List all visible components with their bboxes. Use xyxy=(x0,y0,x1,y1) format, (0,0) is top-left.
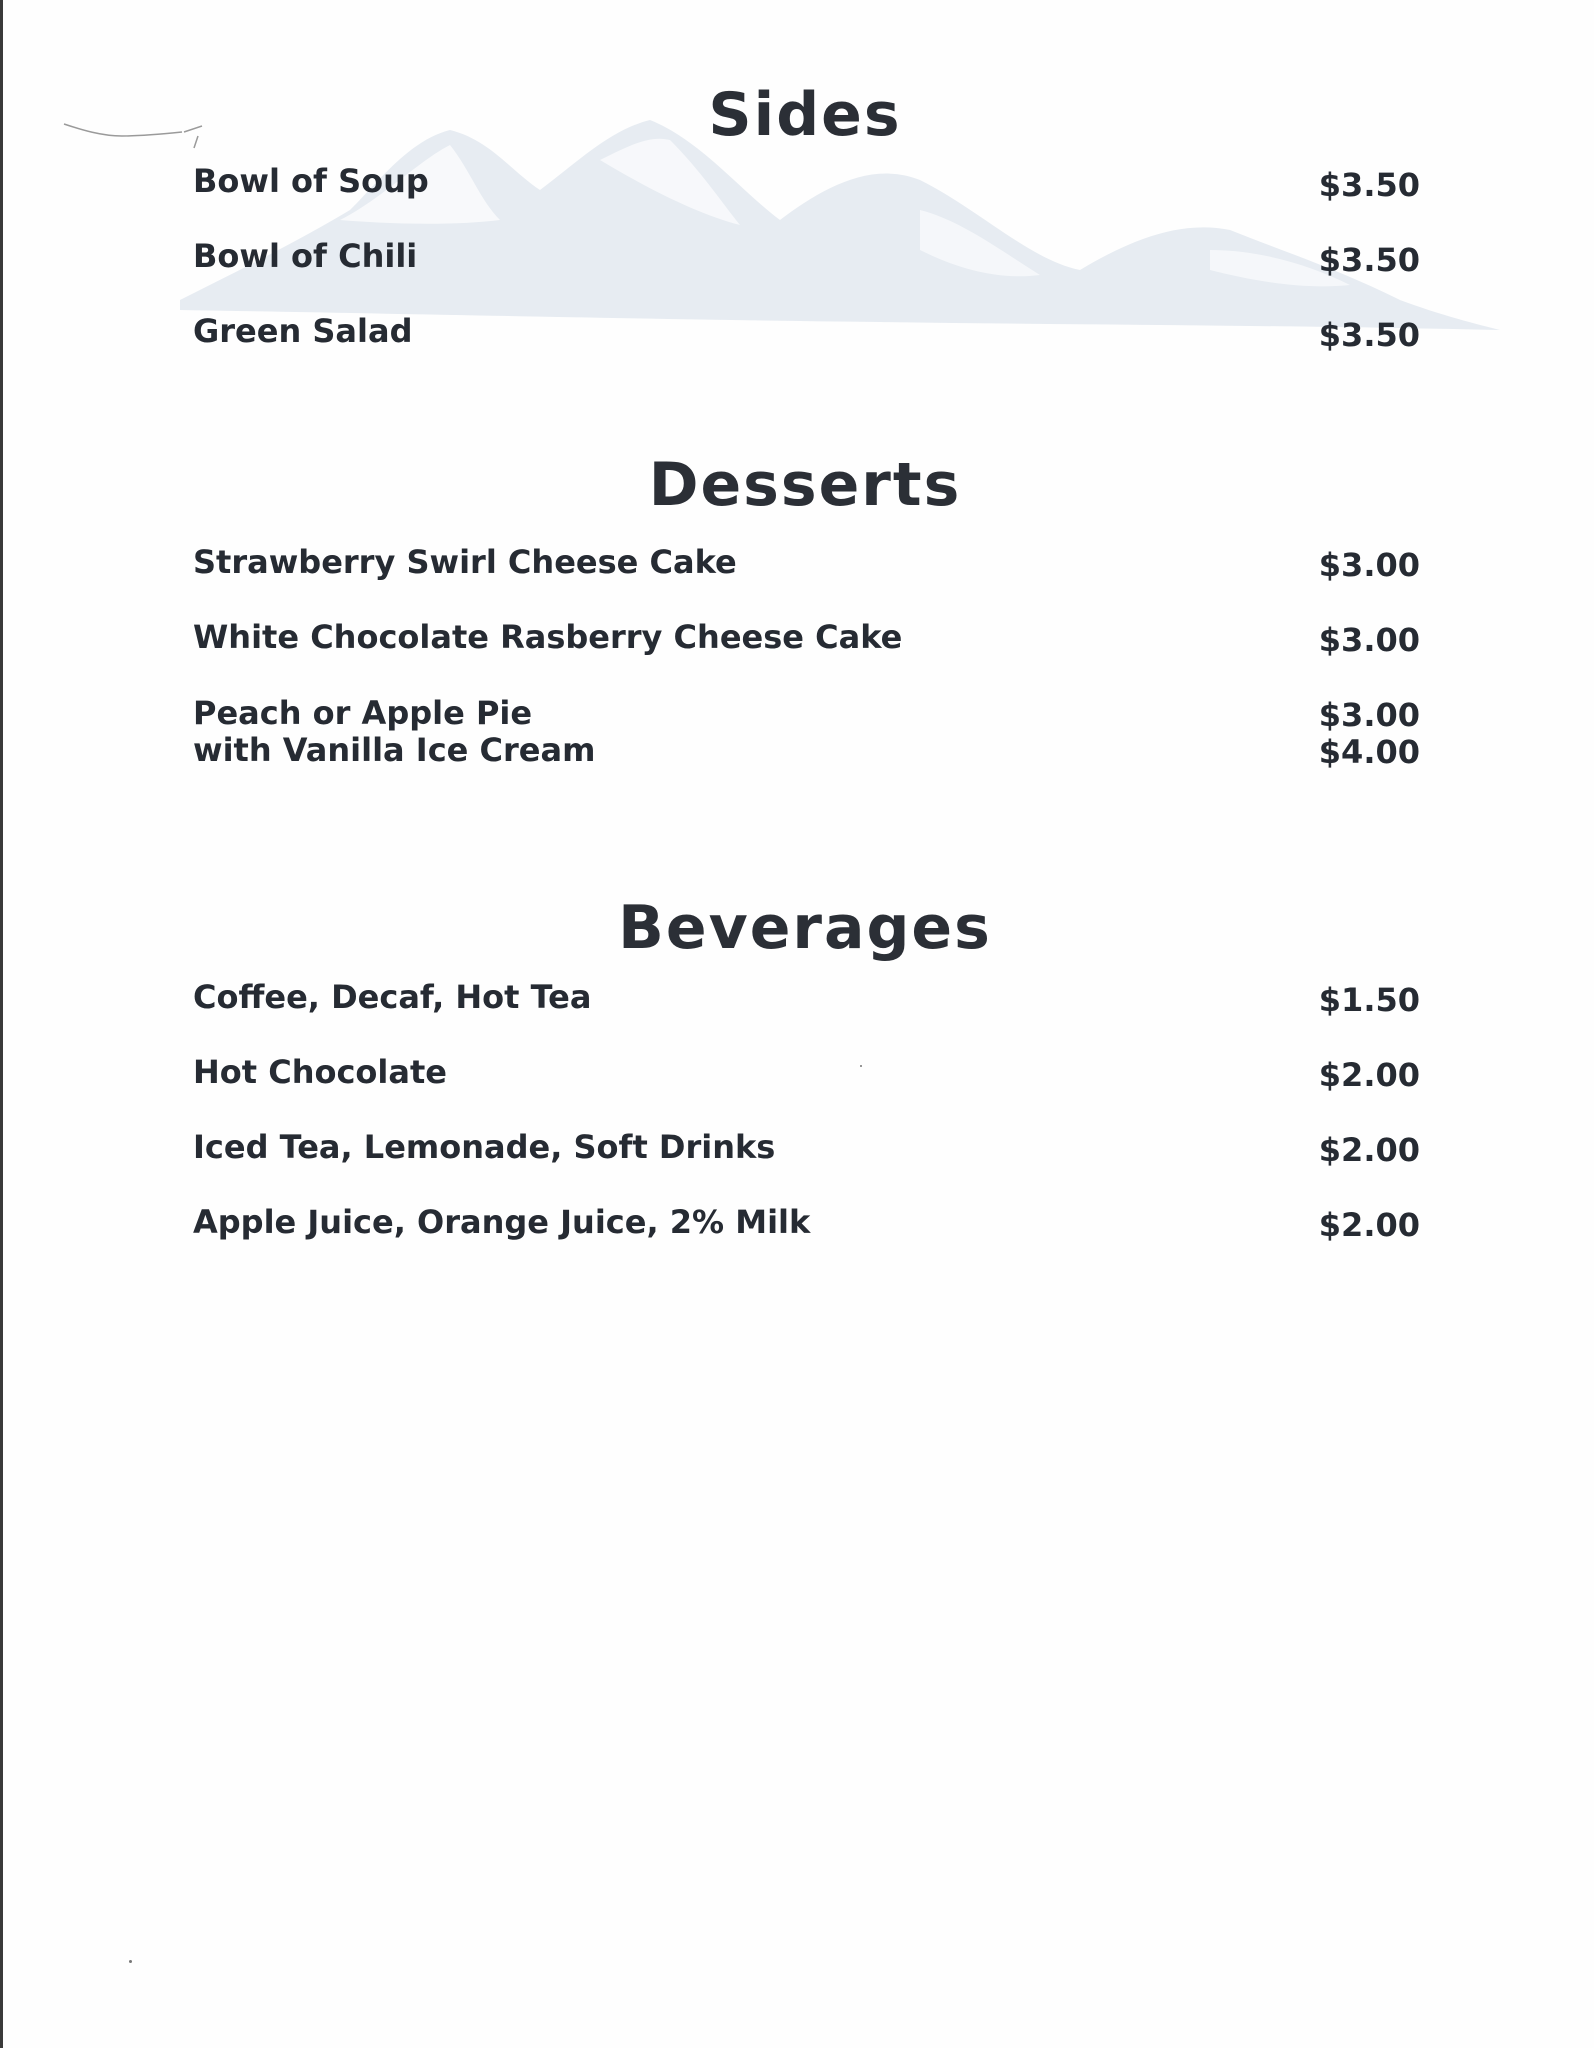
menu-item-price: $1.50 xyxy=(1318,981,1420,1019)
menu-item-price: $3.50 xyxy=(1318,316,1420,354)
menu-item-price: $2.00 xyxy=(1318,1131,1420,1169)
menu-item-name: Apple Juice, Orange Juice, 2% Milk xyxy=(193,1203,811,1241)
menu-item-name: Hot Chocolate xyxy=(193,1053,447,1091)
menu-item-price: $3.00 xyxy=(1318,546,1420,584)
page-edge xyxy=(0,0,3,2048)
menu-item-price: $2.00 xyxy=(1318,1206,1420,1244)
menu-item-name: Strawberry Swirl Cheese Cake xyxy=(193,543,737,581)
menu-item-name: with Vanilla Ice Cream xyxy=(193,731,596,769)
menu-item-price: $3.00 xyxy=(1318,621,1420,659)
scan-speck xyxy=(129,1960,132,1963)
menu-item-name: Green Salad xyxy=(193,312,413,350)
section-title-desserts: Desserts xyxy=(648,450,962,520)
menu-item-name: Bowl of Soup xyxy=(193,162,429,200)
menu-item-name: Iced Tea, Lemonade, Soft Drinks xyxy=(193,1128,776,1166)
menu-item-price: $3.00 xyxy=(1318,696,1420,734)
menu-item-name: Bowl of Chili xyxy=(193,237,418,275)
menu-item-name: Peach or Apple Pie xyxy=(193,694,533,732)
section-title-sides: Sides xyxy=(708,80,902,150)
scan-speck xyxy=(860,1065,862,1067)
menu-item-name: Coffee, Decaf, Hot Tea xyxy=(193,978,592,1016)
menu-item-price: $3.50 xyxy=(1318,166,1420,204)
section-title-beverages: Beverages xyxy=(618,893,992,963)
menu-item-price: $3.50 xyxy=(1318,241,1420,279)
menu-item-name: White Chocolate Rasberry Cheese Cake xyxy=(193,618,903,656)
menu-item-price: $2.00 xyxy=(1318,1056,1420,1094)
menu-item-price: $4.00 xyxy=(1318,733,1420,771)
